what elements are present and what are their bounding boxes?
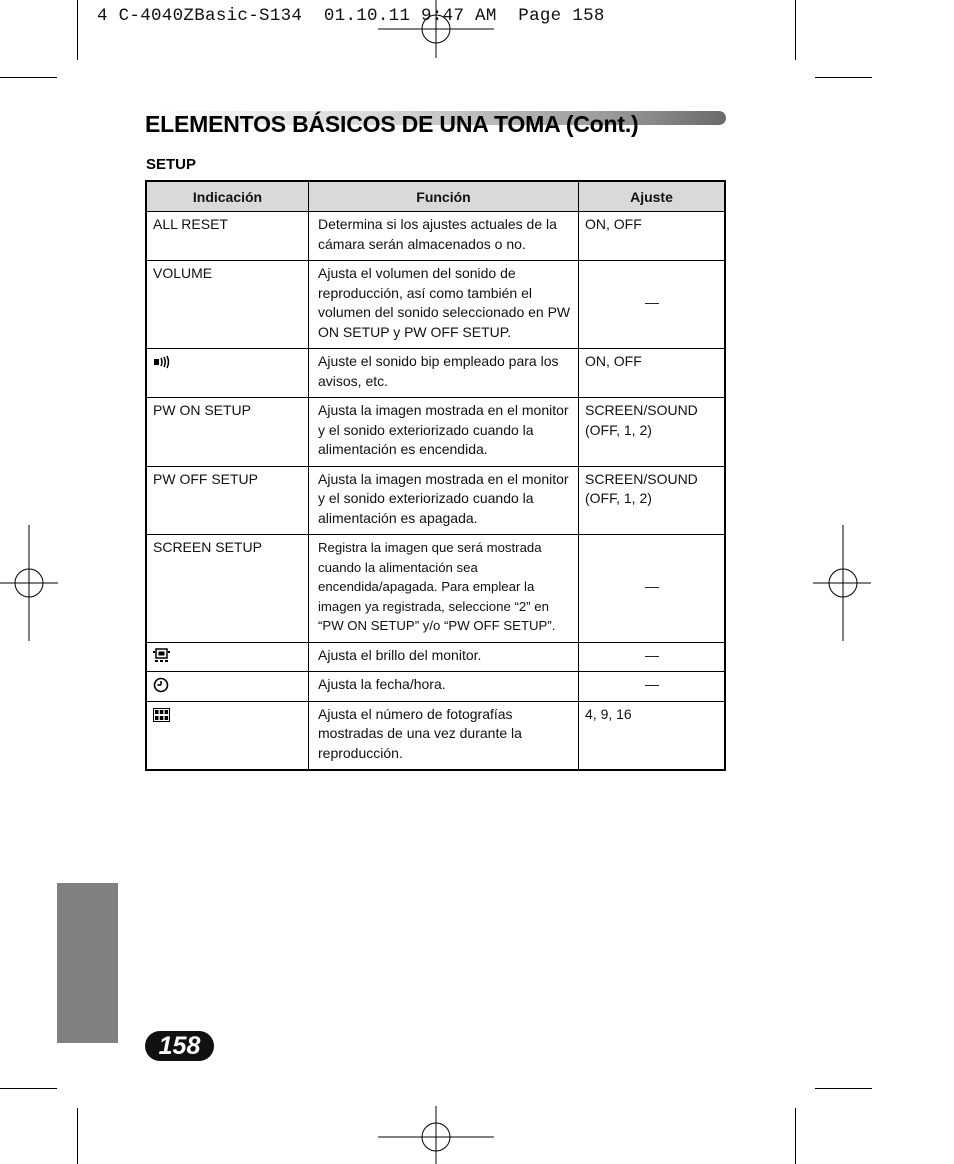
setting-cell: — [579, 261, 726, 349]
page-title: ELEMENTOS BÁSICOS DE UNA TOMA (Cont.) [145, 111, 639, 137]
function-cell: Registra la imagen que será mostrada cuando la alimentación sea encendida/apagada. Para emplear la imagen ya registrada, seleccione “2” en “PW ON SETUP” y/o “PW OFF SETUP”. [309, 535, 579, 643]
indication-cell [146, 349, 309, 398]
setting-cell: — [579, 535, 726, 643]
table-row [146, 672, 725, 702]
monitor-brightness-icon [153, 648, 170, 663]
crop-mark [815, 1088, 872, 1089]
table-row [146, 398, 725, 467]
crop-mark [0, 1088, 57, 1089]
table-row [146, 466, 725, 535]
table-row [146, 535, 725, 643]
indication-cell [146, 701, 309, 770]
function-cell: Ajusta la fecha/hora. [309, 672, 579, 702]
setting-cell: — [579, 642, 726, 672]
setting-cell: 4, 9, 16 [579, 701, 726, 770]
crop-mark [77, 1108, 78, 1164]
chapter-tab [57, 883, 118, 1043]
registration-mark-top [378, 0, 496, 60]
crop-mark [0, 77, 57, 78]
table-row [146, 261, 725, 349]
indication-cell: PW OFF SETUP [146, 466, 309, 535]
registration-mark-right [813, 525, 873, 643]
crop-mark [795, 1108, 796, 1164]
table-row [146, 701, 725, 770]
function-cell: Determina si los ajustes actuales de la cámara serán almacenados o no. [309, 212, 579, 261]
indication-cell [146, 642, 309, 672]
setting-cell: — [579, 672, 726, 702]
function-cell: Ajusta el brillo del monitor. [309, 642, 579, 672]
function-cell: Ajuste el sonido bip empleado para los avisos, etc. [309, 349, 579, 398]
setting-cell: SCREEN/SOUND (OFF, 1, 2) [579, 466, 726, 535]
table-header-row [146, 181, 725, 212]
function-cell: Ajusta la imagen mostrada en el monitor y el sonido exteriorizado cuando la alimentación es apagada. [309, 466, 579, 535]
crop-mark [795, 0, 796, 60]
crop-mark [815, 77, 872, 78]
indication-cell [146, 672, 309, 702]
table-row [146, 212, 725, 261]
beep-speaker-icon [153, 355, 171, 369]
setting-cell: SCREEN/SOUND (OFF, 1, 2) [579, 398, 726, 467]
column-header-indication: Indicación [146, 181, 309, 212]
column-header-function: Función [309, 181, 579, 212]
indication-cell: ALL RESET [146, 212, 309, 261]
registration-mark-bottom [378, 1106, 496, 1164]
index-grid-icon [153, 708, 170, 722]
print-slug: 4 C-4040ZBasic-S134 01.10.11 9:47 AM Page 158 [97, 6, 605, 26]
indication-cell: SCREEN SETUP [146, 535, 309, 643]
column-header-setting: Ajuste [579, 181, 726, 212]
table-row [146, 642, 725, 672]
function-cell: Ajusta el volumen del sonido de reproducción, así como también el volumen del sonido seleccionado en PW ON SETUP y PW OFF SETUP. [309, 261, 579, 349]
indication-cell: VOLUME [146, 261, 309, 349]
function-cell: Ajusta la imagen mostrada en el monitor y el sonido exteriorizado cuando la alimentación es encendida. [309, 398, 579, 467]
clock-icon [153, 677, 169, 693]
setup-table [145, 180, 726, 771]
setting-cell: ON, OFF [579, 349, 726, 398]
registration-mark-left [0, 525, 60, 643]
section-label: SETUP [146, 156, 197, 173]
table-row [146, 349, 725, 398]
function-cell: Ajusta el número de fotografías mostradas de una vez durante la reproducción. [309, 701, 579, 770]
page-number-badge: 158 [145, 1031, 214, 1061]
setting-cell: ON, OFF [579, 212, 726, 261]
indication-cell: PW ON SETUP [146, 398, 309, 467]
crop-mark [77, 0, 78, 60]
